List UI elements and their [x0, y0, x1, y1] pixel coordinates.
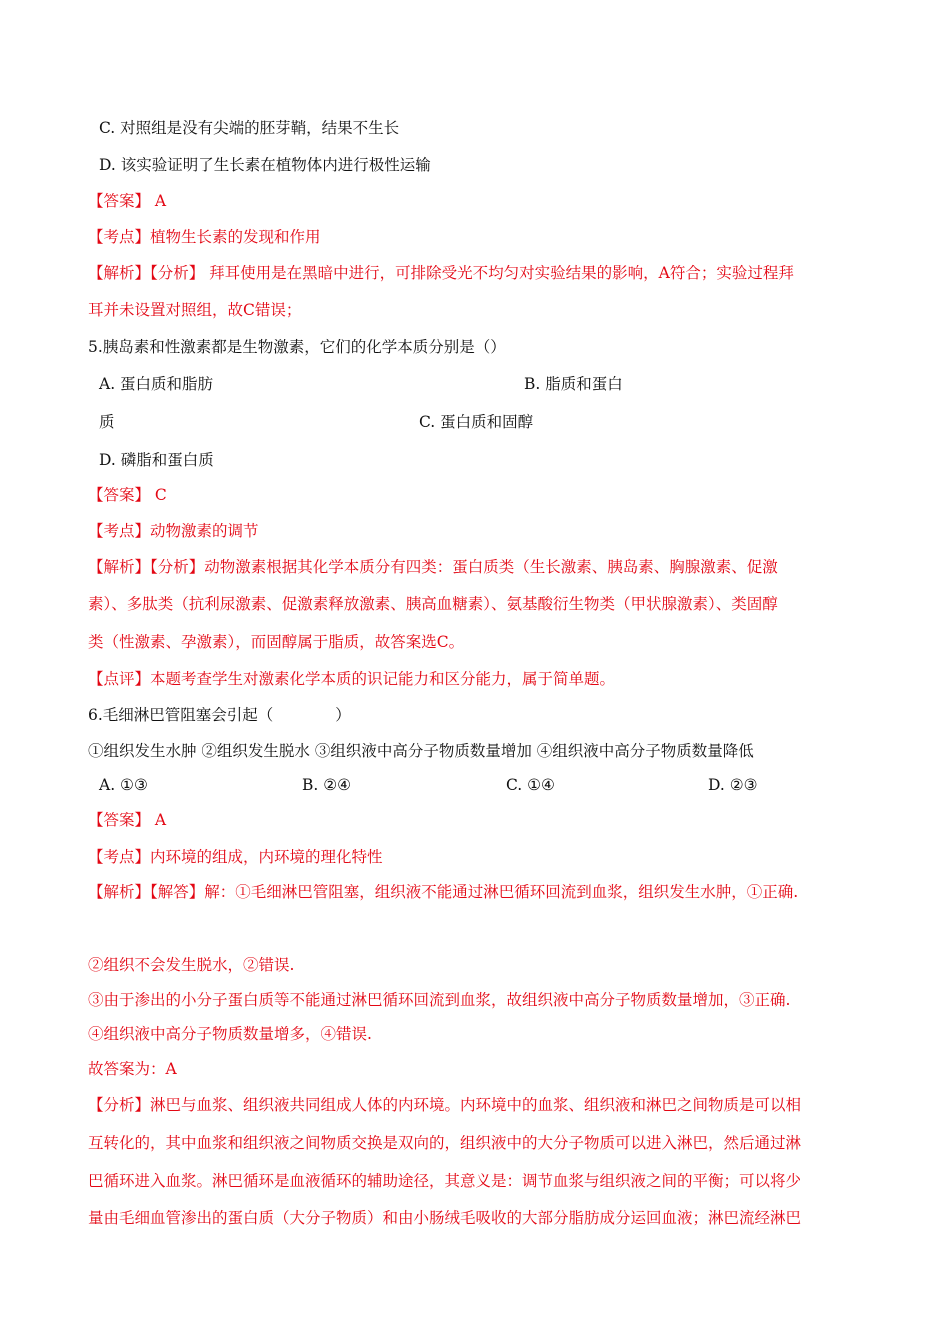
q5-option-b: B. 脂质和蛋白 [524, 375, 623, 393]
q6-answer: 【答案】 A [88, 811, 167, 829]
q6-analysis-line1: 【分析】淋巴与血浆、组织液共同组成人体的内环境。内环境中的血浆、组织液和淋巴之间物质是可以相 [88, 1096, 802, 1114]
q4-answer: 【答案】 A [88, 192, 167, 210]
q5-analysis-line1: 【解析】【分析】动物激素根据其化学本质分有四类：蛋白质类（生长激素、胰岛素、胸腺激素、促激 [88, 558, 778, 576]
q4-analysis-line2: 耳并未设置对照组，故C错误； [88, 301, 302, 319]
q5-option-a: A. 蛋白质和脂肪 [99, 375, 214, 393]
q6-analysis-line2: 互转化的，其中血浆和组织液之间物质交换是双向的，组织液中的大分子物质可以进入淋巴，然后通过淋 [88, 1134, 802, 1152]
q6-point: 【考点】内环境的组成，内环境的理化特性 [88, 848, 383, 866]
q4-analysis-line1: 【解析】【分析】 拜耳使用是在黑暗中进行，可排除受光不均匀对实验结果的影响，A符合；实验过程拜 [88, 264, 794, 282]
q6-option-d: D. ②③ [708, 776, 758, 794]
q6-analysis-line4: 量由毛细血管渗出的蛋白质（大分子物质）和由小肠绒毛吸收的大部分脂肪成分运回血液；淋巴流经淋巴 [88, 1209, 802, 1227]
q6-option-c: C. ①④ [506, 776, 555, 794]
q5-option-b-cont: 质 [99, 413, 115, 431]
q4-point: 【考点】植物生长素的发现和作用 [88, 228, 321, 246]
q6-solution-line5: 故答案为：A [88, 1060, 177, 1078]
q6-items: ①组织发生水肿 ②组织发生脱水 ③组织液中高分子物质数量增加 ④组织液中高分子物质数量降低 [88, 742, 754, 760]
q5-analysis-line3: 类（性激素、孕激素），而固醇属于脂质，故答案选C。 [88, 633, 465, 651]
q5-point: 【考点】动物激素的调节 [88, 522, 259, 540]
q5-option-c: C. 蛋白质和固醇 [419, 413, 534, 431]
q6-solution-line1: 【解析】【解答】解：①毛细淋巴管阻塞，组织液不能通过淋巴循环回流到血浆，组织发生水肿，①正确. [88, 883, 799, 901]
q4-option-d: D. 该实验证明了生长素在植物体内进行极性运输 [99, 156, 431, 174]
q6-solution-line3: ③由于渗出的小分子蛋白质等不能通过淋巴循环回流到血浆，故组织液中高分子物质数量增加，③正确. [88, 991, 791, 1009]
q4-option-c: C. 对照组是没有尖端的胚芽鞘，结果不生长 [99, 119, 400, 137]
q6-solution-line2: ②组织不会发生脱水，②错误. [88, 956, 295, 974]
q6-option-b: B. ②④ [302, 776, 352, 794]
q6-solution-line4: ④组织液中高分子物质数量增多，④错误. [88, 1025, 372, 1043]
q6-option-a: A. ①③ [99, 776, 148, 794]
q5-option-d: D. 磷脂和蛋白质 [99, 451, 214, 469]
q5-analysis-line2: 素）、多肽类（抗利尿激素、促激素释放激素、胰高血糖素）、氨基酸衍生物类（甲状腺激素）、类固醇 [88, 595, 778, 613]
q6-stem: 6.毛细淋巴管阻塞会引起（ ） [88, 706, 351, 724]
q5-comment: 【点评】本题考查学生对激素化学本质的识记能力和区分能力，属于简单题。 [88, 670, 616, 688]
q6-analysis-line3: 巴循环进入血浆。淋巴循环是血液循环的辅助途径，其意义是：调节血浆与组织液之间的平衡；可以将少 [88, 1172, 802, 1190]
q5-stem: 5.胰岛素和性激素都是生物激素，它们的化学本质分别是（） [88, 338, 506, 356]
q5-answer: 【答案】 C [88, 486, 167, 504]
